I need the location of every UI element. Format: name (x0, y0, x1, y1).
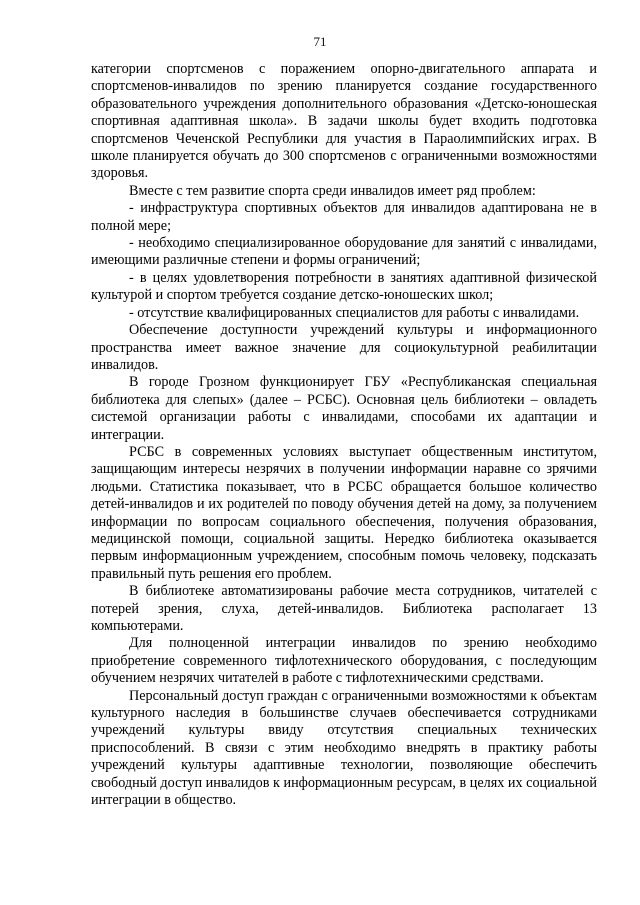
list-item: - необходимо специализированное оборудование для занятий с инвалидами, имеющими различные степени и формы ограничений; (91, 235, 597, 269)
paragraph: РСБС в современных условиях выступает общественным институтом, защищающим интересы незрячих в получении информации наравне со зрячими людьми. Статистика показывает, что в РСБС обращается большое количество детей-инвалидов и их родителей по поводу обучения детей на дому, за получением информации по вопросам социального обеспечения, получения образования, медицинской помощи, социальной защиты. Нередко библиотека оказывается первым информационным учреждением, способным помочь человеку, подсказать правильный путь решения его проблем. (91, 443, 597, 582)
list-item: - в целях удовлетворения потребности в занятиях адаптивной физической культурой и спортом требуется создание детско-юношеских школ; (91, 269, 597, 304)
paragraph: категории спортсменов с поражением опорно-двигательного аппарата и спортсменов-инвалидов по зрению планируется создание государственного образовательного учреждения дополнительного образования «Детско-юношеская спортивная адаптивная школа». В задачи школы будет входить подготовка спортсменов Чеченской Республики для участия в Параолимпийских играх. В школе планируется обучать до 300 спортсменов с ограниченными возможностями здоровья. (91, 61, 597, 182)
paragraph: Обеспечение доступности учреждений культуры и информационного пространства имеет важное значение для социокультурной реабилитации инвалидов. (91, 322, 597, 373)
paragraph: Персональный доступ граждан с ограниченными возможностями к объектам культурного наследия в большинстве случаев обеспечивается сотрудниками учреждений культуры ввиду отсутствия специальных технических приспособлений. В связи с этим необходимо внедрять в практику работы учреждений культуры адаптивные технологии, позволяющие обеспечить свободный доступ инвалидов к информационным ресурсам, в целях их социальной интеграции в общество. (91, 687, 597, 809)
document-body (91, 61, 597, 809)
paragraph: В городе Грозном функционирует ГБУ «Республиканская специальная библиотека для слепых» (далее – РСБС). Основная цель библиотеки – овладеть системой организации работы с инвалидами, способами их адаптации и интеграции. (91, 374, 597, 443)
paragraph: Для полноценной интеграции инвалидов по зрению необходимо приобретение современного тифлотехнического оборудования, с последующим обучением незрячих читателей в работе с тифлотехническими средствами. (91, 635, 597, 687)
paragraph: Вместе с тем развитие спорта среди инвалидов имеет ряд проблем: (129, 182, 536, 199)
list-item: - отсутствие квалифицированных специалистов для работы с инвалидами. (129, 304, 580, 321)
list-item: - инфраструктура спортивных объектов для инвалидов адаптирована не в полной мере; (91, 200, 597, 234)
page-number: 71 (313, 34, 327, 49)
paragraph: В библиотеке автоматизированы рабочие места сотрудников, читателей с потерей зрения, слуха, детей-инвалидов. Библиотека располагает 13 компьютерами. (91, 583, 597, 634)
